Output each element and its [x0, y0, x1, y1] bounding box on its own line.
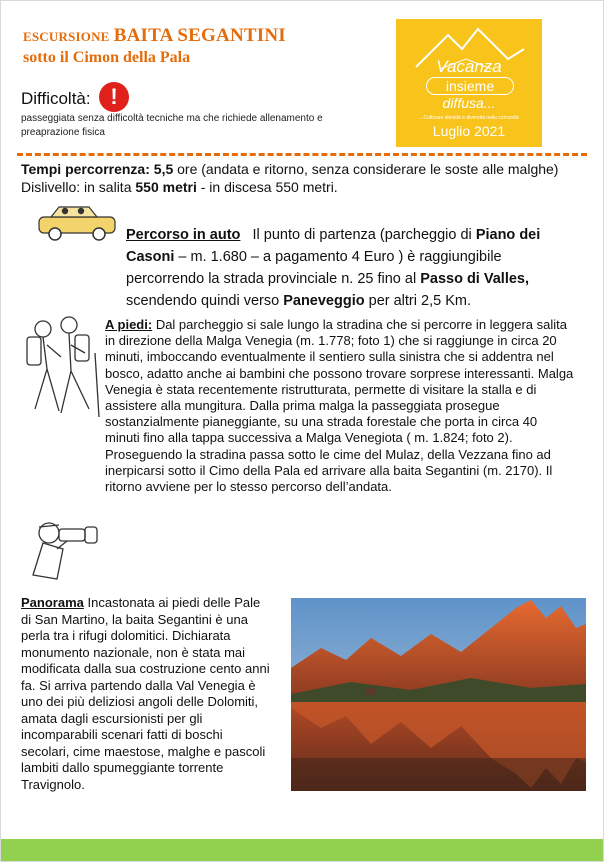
auto-bold-2: Passo di Valles,: [420, 271, 530, 287]
piedi-paragraph: [105, 317, 575, 495]
exclamation-icon: !: [99, 82, 129, 112]
panorama-text: Incastonata ai piedi delle Pale di San Martino, la baita Segantini è una perla tra i rifugi dolomitici. Dichiarata monumento nazionale, non è stata mai modificata dalla sua costruzione cento anni fa. Si arriva partendo dalla Val Venegia è uno dei più deliziosi angoli delle Dolomiti, amata dagli escursionisti per gli incomparabili scenari fatti di boschi secolari, cime maestose, malghe e pascoli lambiti dallo spumeggiante torrente Travignolo.: [21, 595, 270, 792]
auto-heading: Percorso in auto: [126, 227, 241, 243]
panorama-paragraph: [21, 595, 273, 793]
page-subtitle: sotto il Cimon della Pala: [23, 49, 191, 66]
times-rest: ore (andata e ritorno, senza considerare le soste alle malghe): [177, 161, 559, 177]
car-icon: [35, 203, 119, 243]
title-main: BAITA SEGANTINI: [113, 25, 286, 46]
auto-text-2: – m. 1.680 – a pagamento 4 Euro ) è raggiungibile percorrendo la strada provinciale n. 25 fino al: [126, 249, 502, 287]
logo-line-1: Vacanza: [436, 57, 502, 76]
difficulty-label: Difficoltà:: [21, 89, 91, 108]
piedi-heading: A piedi:: [105, 317, 153, 332]
dislivello-salita: 550 metri: [135, 179, 197, 195]
logo-line-5: Luglio 2021: [432, 123, 506, 139]
logo-line-3: diffusa...: [442, 95, 496, 111]
times-label: Tempi percorrenza:: [21, 161, 150, 177]
dislivello-label: Dislivello: in salita: [21, 179, 132, 195]
panorama-heading: Panorama: [21, 595, 84, 610]
times-value: 5,5: [153, 161, 174, 177]
dislivello-line: [21, 178, 338, 196]
times-line: [21, 160, 558, 178]
event-logo: [396, 19, 542, 147]
footer-bar: [1, 839, 603, 861]
auto-bold-3: Paneveggio: [283, 293, 365, 309]
auto-bold-1: Piano dei Casoni: [126, 227, 541, 265]
title-prefix: ESCURSIONE: [23, 29, 110, 44]
logo-line-2: insieme: [426, 77, 514, 95]
logo-line-4: ...Coltivare identità e diversità nella comunità: [419, 115, 519, 121]
hikers-icon: [21, 313, 103, 423]
difficulty-text: passeggiata senza difficoltà tecniche ma che richiede allenamento e preaprazione fisica: [21, 113, 323, 138]
photographer-icon: [19, 515, 105, 591]
page-title: [23, 25, 286, 47]
auto-text-1: Il punto di partenza (parcheggio di: [252, 227, 472, 243]
dislivello-discesa: - in discesa 550 metri.: [200, 179, 338, 195]
auto-paragraph: [126, 224, 581, 312]
auto-text-3: scendendo quindi verso: [126, 293, 280, 309]
section-divider: [17, 153, 587, 156]
piedi-text: Dal parcheggio si sale lungo la stradina che si percorre in leggera salita in direzione della Malga Venegia (m. 1.778; foto 1) che si raggiunge in circa 20 minuti, imboccando eventualmente il sentiero sulla sinistra che si addentra nel bosco, adatto anche ai bambini che possono trovare sorprese interessanti. Malga Venegia è stata recentemente ristrutturata, permette di visitare la stalla e di assistere alla mungitura. Dalla prima malga la passeggiata prosegue sostanzialmente pianeggiante, su una strada forestale che porta in circa 40 minuti fino alla tappa successiva a Malga Venegiota ( m. 1.824; foto 2). Proseguendo la stradina passa sotto le cime del Mulaz, della Vezzana fino ad inerpicarsi sotto il Cimo della Pala ed arrivare alla baita Segantini (m. 2170). Il ritorno avviene per lo stesso percorso dell’andata.: [105, 317, 574, 495]
mountain-lake-photo: [291, 598, 586, 791]
auto-text-4: per altri 2,5 Km.: [368, 293, 471, 309]
